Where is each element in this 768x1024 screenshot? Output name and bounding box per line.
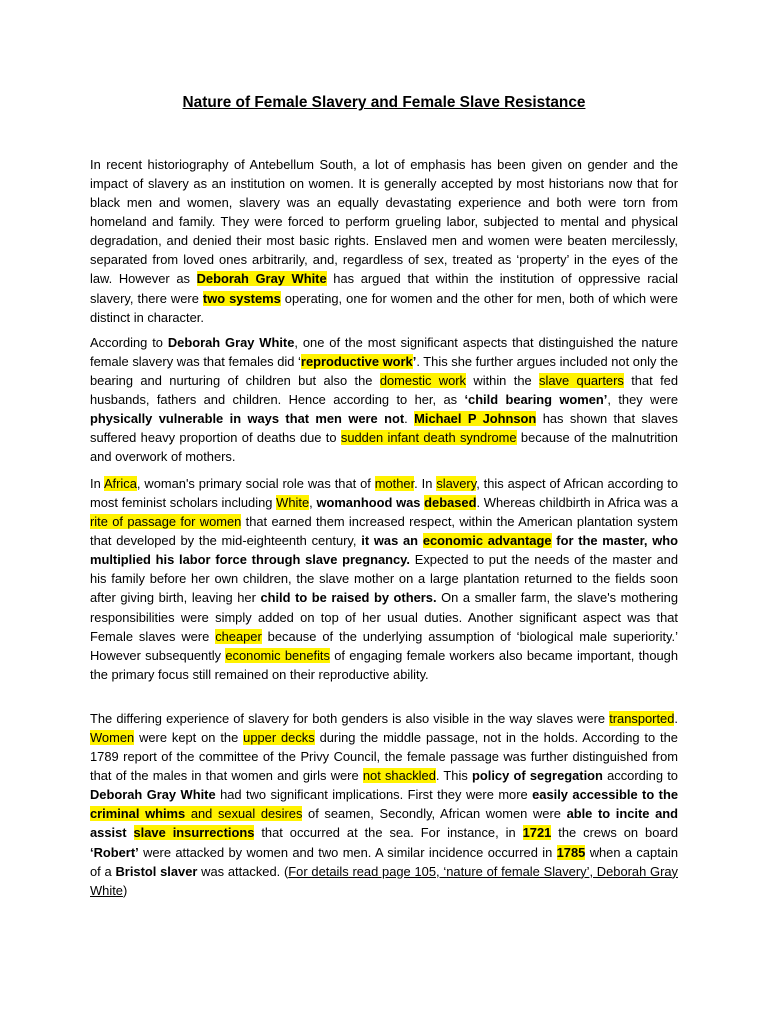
document-title: Nature of Female Slavery and Female Slave Resistance <box>182 94 586 111</box>
paragraph-2 <box>90 333 678 467</box>
text-run: were kept on the <box>134 730 244 746</box>
text-run: , woman's primary social role was that of <box>136 476 375 491</box>
bold-text: for the master, who multiplied his labor force through slave pregnancy. <box>90 533 678 568</box>
highlighted-text: reproductive work <box>300 354 413 370</box>
text-run: , they were <box>607 392 678 408</box>
highlighted-text: debased <box>424 495 477 511</box>
bold-text: Deborah Gray White <box>90 787 216 803</box>
text-run: , <box>309 495 317 511</box>
highlighted-text: domestic work <box>379 373 467 389</box>
highlighted-text: transported <box>609 711 675 726</box>
highlighted-text: two systems <box>202 290 281 306</box>
bold-text: easily accessible to the <box>532 787 679 803</box>
text-run: has shown that slaves suffered heavy proportion of deaths due to <box>90 411 678 446</box>
text-run: has argued that within the institution of oppressive racial slavery, there were <box>90 271 679 306</box>
text-run: because of the underlying assumption of ‘biological male superiority.’ However subsequently <box>90 628 678 663</box>
text-run: the crews on board <box>551 825 678 841</box>
text-run: . Whereas childbirth in Africa was a <box>476 495 678 511</box>
text-run: that fed husbands, fathers and children. Hence according to her, as <box>90 373 678 408</box>
paragraph-3 <box>90 474 678 684</box>
highlighted-text: economic advantage <box>422 533 552 549</box>
bold-text: it was an <box>361 533 423 549</box>
text-run: within the <box>466 373 540 389</box>
highlighted-text: rite of passage for women <box>90 514 242 530</box>
text-run: Expected to put the needs of the master and his family before her own children, the slave mother on a large plantation returned to the fields soon after giving birth, leaving her <box>90 552 679 606</box>
highlighted-text: Women <box>90 730 135 746</box>
text-run: were attacked by women and two men. A similar incidence occurred in <box>138 844 557 860</box>
highlighted-text: and sexual desires <box>185 806 303 822</box>
highlighted-text: slave quarters <box>539 373 624 389</box>
highlighted-text: Africa <box>103 476 137 491</box>
text-run: , this aspect of African according to most feminist scholars including <box>90 476 679 511</box>
paragraph-4 <box>90 709 678 900</box>
text-run: . This she further argues included not only the bearing and nurturing of children but also the <box>90 354 678 389</box>
bold-text: ‘child bearing women’ <box>464 392 608 408</box>
bold-text: womanhood was <box>316 495 425 511</box>
text-run: that earned them increased respect, within the American plantation system that developed by the mid-eighteenth century, <box>90 514 678 549</box>
highlighted-text: 1785 <box>556 844 586 860</box>
bold-text: physically vulnerable in ways that men were not <box>90 411 405 427</box>
bold-text: policy of segregation <box>472 768 603 784</box>
text-run: according to <box>602 768 678 784</box>
bold-text: ’ <box>412 354 417 370</box>
text-run: that occurred at the sea. For instance, in <box>254 825 523 841</box>
highlighted-text: sudden infant death syndrome <box>340 430 517 446</box>
highlighted-text: slave insurrections <box>133 825 255 841</box>
bold-text: child to be raised by others. <box>260 590 437 606</box>
highlighted-text: Michael P Johnson <box>414 411 537 427</box>
highlighted-text: slavery <box>436 476 477 491</box>
text-run: . This <box>435 768 472 784</box>
text-run: The differing experience of slavery for both genders is also visible in the way slaves were <box>90 711 610 726</box>
highlighted-text: 1721 <box>522 825 552 841</box>
text-run: . <box>674 711 678 726</box>
reference-link-text: For details read page 105, ‘nature of female Slavery’, Deborah Gray White <box>90 863 678 898</box>
bold-text: able to incite and assist <box>90 806 678 841</box>
text-run: operating, one for women and the other for men, both of which were distinct in character. <box>90 290 678 325</box>
highlighted-text: criminal whims <box>90 806 186 822</box>
highlighted-text: cheaper <box>215 628 262 644</box>
paragraph-1 <box>90 155 678 327</box>
text-run: On a smaller farm, the slave's mothering responsibilities were simply added on top of her usual duties. Another significant aspect was that Female slaves were <box>90 590 678 644</box>
highlighted-text: upper decks <box>243 730 315 746</box>
text-run: , one of the most significant aspects that distinguished the nature female slavery was that females did ‘ <box>90 335 678 370</box>
text-run: when a captain of a <box>90 844 678 879</box>
text-run: ) <box>122 882 128 898</box>
highlighted-text: Deborah Gray White <box>196 271 327 287</box>
highlighted-text: not shackled <box>362 768 436 784</box>
text-run: In <box>90 476 104 491</box>
text-run: . <box>404 411 415 427</box>
text-run: According to <box>90 335 168 350</box>
highlighted-text: White <box>276 495 310 511</box>
text-run: of engaging female workers also became important, though the primary focus still remained on their reproductive ability. <box>90 647 678 682</box>
text-run: had two significant implications. First they were more <box>215 787 533 803</box>
bold-text: ‘Robert’ <box>90 844 139 860</box>
text-run: of seamen, Secondly, African women were <box>302 806 567 822</box>
text-run: during the middle passage, not in the holds. According to the 1789 report of the committee of the Privy Council, the female passage was further distinguished from that of the males in that women and girls were <box>90 730 678 784</box>
highlighted-text: economic benefits <box>225 647 330 663</box>
text-run: because of the malnutrition and overwork of mothers. <box>90 430 678 465</box>
bold-text: Bristol slaver <box>115 863 198 879</box>
text-run: In recent historiography of Antebellum South, a lot of emphasis has been given on gender and the impact of slavery as an institution on women. It is generally accepted by most historians now that for black men and women, slavery was an equally devastating experience and both were torn from homeland and family. They were forced to perform grueling labor, subjected to mental and physical degradation, and denied their most basic rights. Enslaved men and women were beaten mercilessly, separated from loved ones arbitrarily, and, regardless of sex, treated as ‘property’ in the eyes of the law. However as <box>90 157 678 287</box>
text-run: . In <box>414 476 437 491</box>
bold-text: Deborah Gray White <box>167 335 295 350</box>
text-run: was attacked. ( <box>197 863 289 879</box>
highlighted-text: mother <box>374 476 415 491</box>
